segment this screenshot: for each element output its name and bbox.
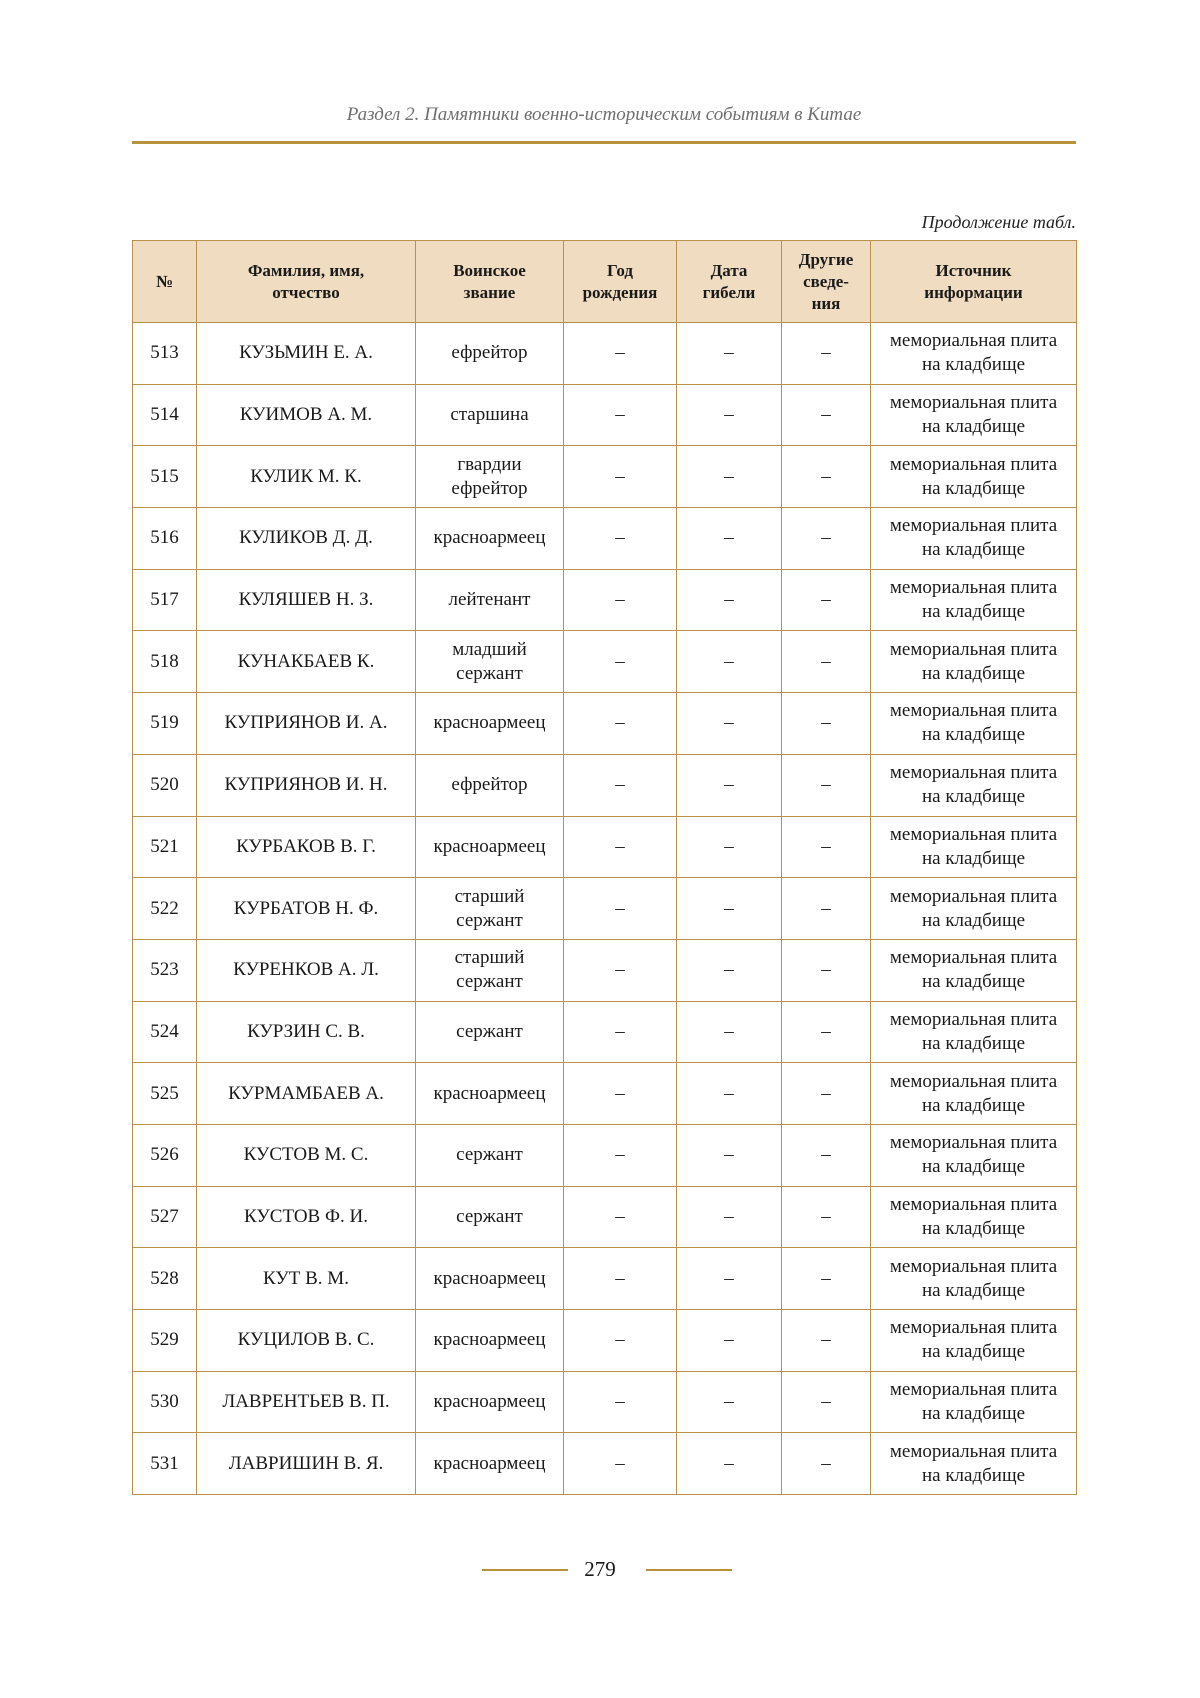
header-number: №	[133, 241, 197, 323]
cell-number: 513	[133, 323, 197, 385]
cell-birth-year: –	[564, 1063, 677, 1125]
cell-full-name: КУРЗИН С. В.	[197, 1001, 416, 1063]
cell-birth-year: –	[564, 1310, 677, 1372]
cell-military-rank: старший сержант	[416, 878, 564, 940]
cell-other-info: –	[782, 1371, 871, 1433]
cell-source: мемориальная плита на кладбище	[871, 1186, 1077, 1248]
cell-number: 531	[133, 1433, 197, 1495]
cell-military-rank: красноармеец	[416, 1310, 564, 1372]
cell-other-info: –	[782, 384, 871, 446]
cell-death-date: –	[677, 1063, 782, 1125]
cell-birth-year: –	[564, 939, 677, 1001]
cell-military-rank: лейтенант	[416, 569, 564, 631]
cell-death-date: –	[677, 508, 782, 570]
cell-military-rank: красноармеец	[416, 816, 564, 878]
cell-death-date: –	[677, 631, 782, 693]
cell-other-info: –	[782, 1124, 871, 1186]
cell-birth-year: –	[564, 754, 677, 816]
table-row	[133, 1248, 1077, 1310]
cell-full-name: КУИМОВ А. М.	[197, 384, 416, 446]
header-military-rank-line: Воинское звание	[453, 260, 526, 302]
cell-other-info: –	[782, 939, 871, 1001]
header-source-line: Источник информации	[924, 260, 1023, 302]
cell-source: мемориальная плита на кладбище	[871, 1124, 1077, 1186]
cell-other-info: –	[782, 446, 871, 508]
cell-birth-year: –	[564, 1433, 677, 1495]
table-row	[133, 1124, 1077, 1186]
cell-full-name: ЛАВРИШИН В. Я.	[197, 1433, 416, 1495]
cell-military-rank: красноармеец	[416, 693, 564, 755]
cell-death-date: –	[677, 569, 782, 631]
cell-military-rank: красноармеец	[416, 1248, 564, 1310]
cell-number: 520	[133, 754, 197, 816]
cell-number: 522	[133, 878, 197, 940]
cell-full-name: КУЦИЛОВ В. С.	[197, 1310, 416, 1372]
cell-death-date: –	[677, 1310, 782, 1372]
cell-number: 528	[133, 1248, 197, 1310]
table-row	[133, 1433, 1077, 1495]
cell-death-date: –	[677, 1248, 782, 1310]
cell-military-rank: сержант	[416, 1001, 564, 1063]
cell-full-name: КУПРИЯНОВ И. Н.	[197, 754, 416, 816]
cell-birth-year: –	[564, 1248, 677, 1310]
header-full-name-line: Фамилия, имя, отчество	[247, 260, 365, 302]
cell-death-date: –	[677, 1433, 782, 1495]
cell-number: 523	[133, 939, 197, 1001]
cell-military-rank: старший сержант	[416, 939, 564, 1001]
header-other-info	[782, 241, 871, 323]
table-row	[133, 446, 1077, 508]
cell-birth-year: –	[564, 1001, 677, 1063]
cell-birth-year: –	[564, 878, 677, 940]
table-row	[133, 754, 1077, 816]
cell-number: 514	[133, 384, 197, 446]
table-row	[133, 816, 1077, 878]
cell-death-date: –	[677, 816, 782, 878]
table-row	[133, 384, 1077, 446]
cell-other-info: –	[782, 569, 871, 631]
cell-military-rank: сержант	[416, 1186, 564, 1248]
cell-death-date: –	[677, 1371, 782, 1433]
cell-other-info: –	[782, 1248, 871, 1310]
cell-other-info: –	[782, 1433, 871, 1495]
cell-other-info: –	[782, 693, 871, 755]
page-number: 279	[584, 1557, 616, 1581]
cell-source: мемориальная плита на кладбище	[871, 569, 1077, 631]
table-row	[133, 1310, 1077, 1372]
cell-source: мемориальная плита на кладбище	[871, 693, 1077, 755]
cell-full-name: КУРБАТОВ Н. Ф.	[197, 878, 416, 940]
running-head: Раздел 2. Памятники военно-историческим событиям в Китае	[346, 104, 862, 125]
table-row	[133, 1371, 1077, 1433]
header-full-name	[197, 241, 416, 323]
cell-source: мемориальная плита на кладбище	[871, 1063, 1077, 1125]
cell-source: мемориальная плита на кладбище	[871, 1001, 1077, 1063]
cell-number: 525	[133, 1063, 197, 1125]
header-rule	[132, 141, 1076, 144]
cell-full-name: КУРЕНКОВ А. Л.	[197, 939, 416, 1001]
cell-death-date: –	[677, 878, 782, 940]
cell-source: мемориальная плита на кладбище	[871, 816, 1077, 878]
cell-source: мемориальная плита на кладбище	[871, 1248, 1077, 1310]
cell-number: 518	[133, 631, 197, 693]
cell-full-name: КУНАКБАЕВ К.	[197, 631, 416, 693]
cell-number: 521	[133, 816, 197, 878]
table-row	[133, 323, 1077, 385]
cell-source: мемориальная плита на кладбище	[871, 939, 1077, 1001]
cell-number: 515	[133, 446, 197, 508]
cell-death-date: –	[677, 446, 782, 508]
cell-number: 516	[133, 508, 197, 570]
table-row	[133, 939, 1077, 1001]
cell-death-date: –	[677, 754, 782, 816]
cell-birth-year: –	[564, 631, 677, 693]
cell-military-rank: красноармеец	[416, 1371, 564, 1433]
cell-number: 529	[133, 1310, 197, 1372]
cell-military-rank: красноармеец	[416, 1063, 564, 1125]
cell-other-info: –	[782, 1186, 871, 1248]
cell-death-date: –	[677, 1001, 782, 1063]
cell-source: мемориальная плита на кладбище	[871, 508, 1077, 570]
cell-full-name: КУЛИКОВ Д. Д.	[197, 508, 416, 570]
cell-other-info: –	[782, 508, 871, 570]
header-other-info-line: Другие сведе- ния	[798, 249, 854, 313]
cell-birth-year: –	[564, 384, 677, 446]
table-row	[133, 1001, 1077, 1063]
table-row	[133, 1063, 1077, 1125]
cell-other-info: –	[782, 1063, 871, 1125]
header-source	[871, 241, 1077, 323]
cell-source: мемориальная плита на кладбище	[871, 754, 1077, 816]
cell-death-date: –	[677, 323, 782, 385]
cell-full-name: КУРБАКОВ В. Г.	[197, 816, 416, 878]
table-row	[133, 631, 1077, 693]
cell-other-info: –	[782, 631, 871, 693]
cell-birth-year: –	[564, 446, 677, 508]
cell-source: мемориальная плита на кладбище	[871, 878, 1077, 940]
cell-other-info: –	[782, 816, 871, 878]
cell-military-rank: младший сержант	[416, 631, 564, 693]
casualty-table	[132, 240, 1077, 1495]
cell-military-rank: сержант	[416, 1124, 564, 1186]
cell-military-rank: гвардии ефрейтор	[416, 446, 564, 508]
cell-full-name: ЛАВРЕНТЬЕВ В. П.	[197, 1371, 416, 1433]
cell-full-name: КУРМАМБАЕВ А.	[197, 1063, 416, 1125]
cell-other-info: –	[782, 878, 871, 940]
cell-source: мемориальная плита на кладбище	[871, 1310, 1077, 1372]
header-death-date	[677, 241, 782, 323]
cell-birth-year: –	[564, 569, 677, 631]
cell-other-info: –	[782, 754, 871, 816]
cell-number: 526	[133, 1124, 197, 1186]
footer-rule-left	[482, 1569, 568, 1571]
cell-source: мемориальная плита на кладбище	[871, 1433, 1077, 1495]
cell-other-info: –	[782, 323, 871, 385]
cell-full-name: КУТ В. М.	[197, 1248, 416, 1310]
cell-full-name: КУСТОВ М. С.	[197, 1124, 416, 1186]
cell-birth-year: –	[564, 1186, 677, 1248]
cell-number: 530	[133, 1371, 197, 1433]
cell-source: мемориальная плита на кладбище	[871, 323, 1077, 385]
table-header-row	[133, 241, 1077, 323]
cell-birth-year: –	[564, 1371, 677, 1433]
cell-military-rank: красноармеец	[416, 508, 564, 570]
cell-source: мемориальная плита на кладбище	[871, 384, 1077, 446]
header-birth-year	[564, 241, 677, 323]
cell-source: мемориальная плита на кладбище	[871, 446, 1077, 508]
cell-death-date: –	[677, 693, 782, 755]
cell-military-rank: ефрейтор	[416, 323, 564, 385]
cell-number: 517	[133, 569, 197, 631]
cell-full-name: КУСТОВ Ф. И.	[197, 1186, 416, 1248]
footer-rule-right	[646, 1569, 732, 1571]
cell-full-name: КУЗЬМИН Е. А.	[197, 323, 416, 385]
table-row	[133, 693, 1077, 755]
cell-death-date: –	[677, 939, 782, 1001]
cell-military-rank: красноармеец	[416, 1433, 564, 1495]
cell-other-info: –	[782, 1001, 871, 1063]
cell-death-date: –	[677, 384, 782, 446]
cell-full-name: КУЛЯШЕВ Н. З.	[197, 569, 416, 631]
cell-full-name: КУЛИК М. К.	[197, 446, 416, 508]
cell-number: 524	[133, 1001, 197, 1063]
table-row	[133, 1186, 1077, 1248]
cell-birth-year: –	[564, 323, 677, 385]
cell-death-date: –	[677, 1186, 782, 1248]
cell-full-name: КУПРИЯНОВ И. А.	[197, 693, 416, 755]
table-row	[133, 569, 1077, 631]
cell-source: мемориальная плита на кладбище	[871, 631, 1077, 693]
cell-birth-year: –	[564, 508, 677, 570]
table-row	[133, 508, 1077, 570]
cell-death-date: –	[677, 1124, 782, 1186]
cell-military-rank: ефрейтор	[416, 754, 564, 816]
cell-birth-year: –	[564, 1124, 677, 1186]
table-row	[133, 878, 1077, 940]
table-continuation-note: Продолжение табл.	[921, 212, 1076, 232]
cell-other-info: –	[782, 1310, 871, 1372]
header-death-date-line: Дата гибели	[702, 260, 756, 302]
cell-source: мемориальная плита на кладбище	[871, 1371, 1077, 1433]
table-body	[133, 323, 1077, 1495]
cell-birth-year: –	[564, 816, 677, 878]
cell-number: 527	[133, 1186, 197, 1248]
header-military-rank	[416, 241, 564, 323]
cell-military-rank: старшина	[416, 384, 564, 446]
cell-birth-year: –	[564, 693, 677, 755]
cell-number: 519	[133, 693, 197, 755]
header-birth-year-line: Год рождения	[582, 260, 658, 302]
